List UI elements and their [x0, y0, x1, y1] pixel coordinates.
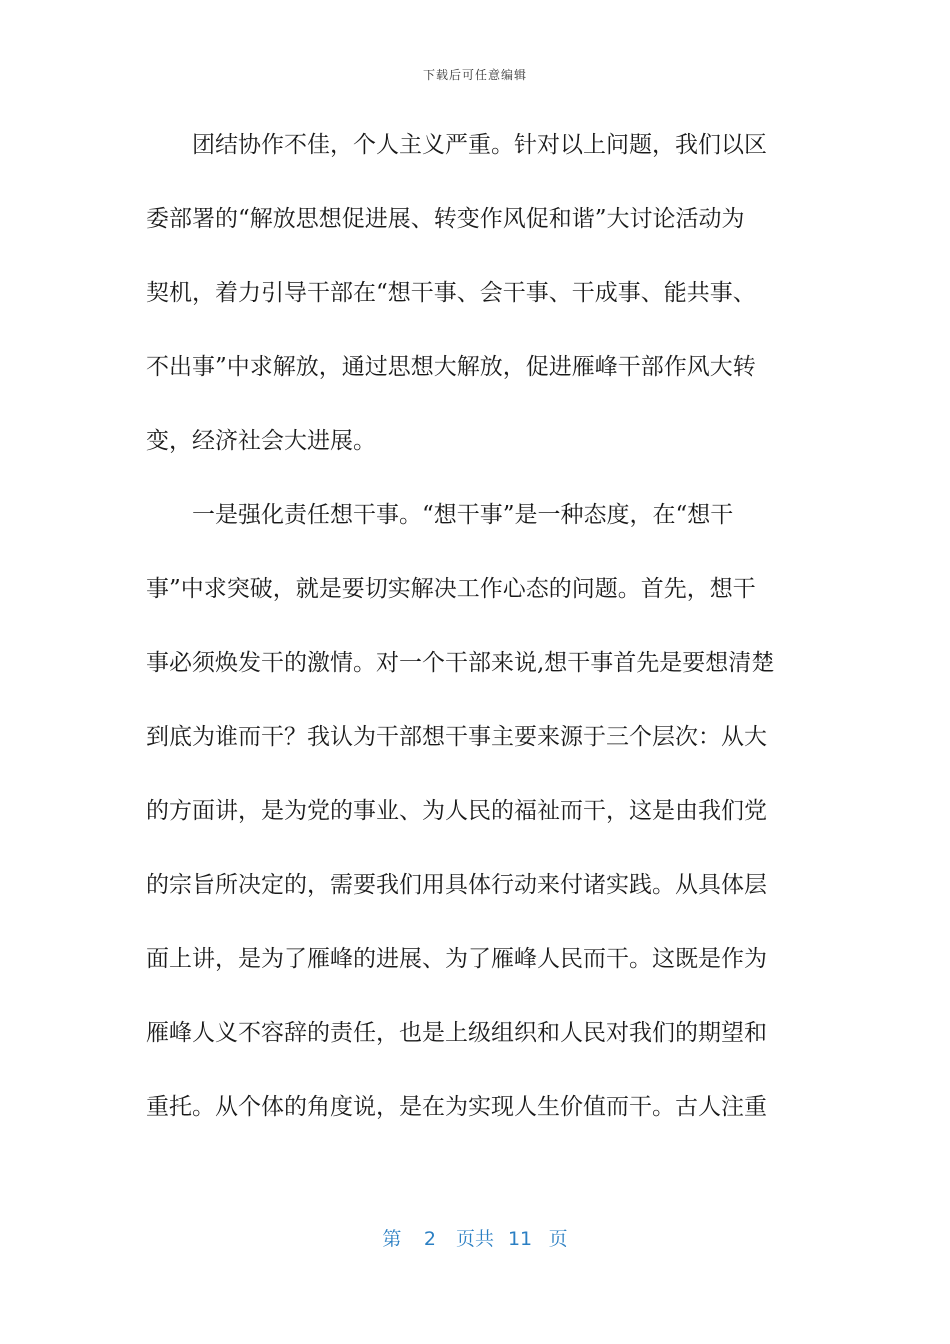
- text-line: 委部署的“解放思想促进展、转变作风促和谐”大讨论活动为: [146, 206, 745, 232]
- text-line: 一是强化责任想干事。“想干事”是一种态度，在“想干: [192, 502, 734, 528]
- footer-suffix: 页: [548, 1228, 568, 1250]
- text-line: 的方面讲，是为党的事业、为人民的福祉而干，这是由我们党: [146, 798, 767, 824]
- footer-middle: 页共: [455, 1228, 494, 1250]
- total-page-count: 11: [507, 1228, 533, 1250]
- page-footer: [0, 1224, 950, 1251]
- text-line: 事必须焕发干的激情。对一个干部来说,想干事首先是要想清楚: [146, 650, 775, 676]
- text-line: 重托。从个体的角度说，是在为实现人生价值而干。古人注重: [146, 1094, 767, 1120]
- text-line: 不出事”中求解放，通过思想大解放，促进雁峰干部作风大转: [146, 354, 756, 380]
- text-line: 变，经济社会大进展。: [146, 428, 376, 454]
- document-body: [146, 120, 806, 1156]
- text-line: 面上讲，是为了雁峰的进展、为了雁峰人民而干。这既是作为: [146, 946, 767, 972]
- text-line: 团结协作不佳，个人主义严重。针对以上问题，我们以区: [192, 132, 767, 158]
- page-header: 下载后可任意编辑: [422, 68, 527, 82]
- text-line: 到底为谁而干？我认为干部想干事主要来源于三个层次：从大: [146, 724, 767, 750]
- text-line: 事”中求突破，就是要切实解决工作心态的问题。首先，想干: [146, 576, 756, 602]
- footer-prefix: 第: [382, 1228, 402, 1250]
- text-line: 的宗旨所决定的，需要我们用具体行动来付诸实践。从具体层: [146, 872, 767, 898]
- current-page-number: 2: [423, 1228, 436, 1250]
- text-line: 契机，着力引导干部在“想干事、会干事、干成事、能共事、: [146, 280, 756, 306]
- text-line: 雁峰人义不容辞的责任，也是上级组织和人民对我们的期望和: [146, 1020, 767, 1046]
